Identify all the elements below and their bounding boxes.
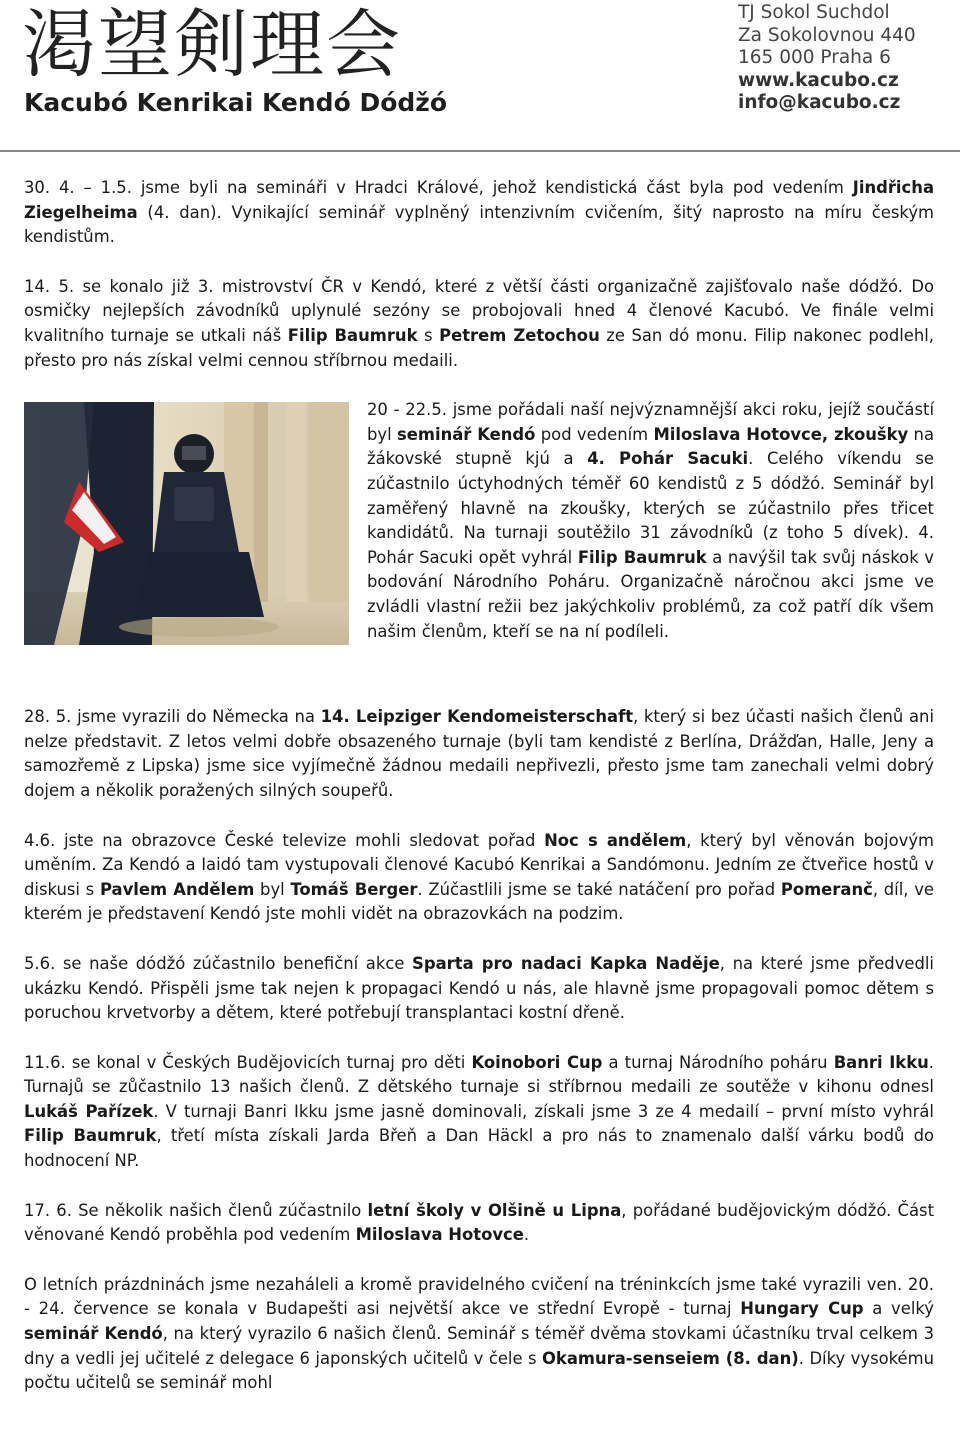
club-name: Kacubó Kenrikai Kendó Dódžó xyxy=(24,88,447,117)
address-line-1: TJ Sokol Suchdol xyxy=(738,2,890,23)
club-address xyxy=(738,2,938,115)
paragraph-tv-show: 4.6. jste na obrazovce České televize mohli sledovat pořad Noc s andělem, který byl věnován bojovým uměním. Za Kendó a Iaidó tam vystupovali členové Kacubó Kenrikai a Sandómonu. Jedním ze čtveřice hostů v diskusi s Pavlem Andělem byl Tomáš Berger. Zúčastlili jsme se také natáčení pro pořad Pomeranč, díl, ve kterém je představení Kendó jste mohli vidět na obrazovkách na podzim. xyxy=(24,830,934,924)
paragraph-sacuki-cup: 20 - 22.5. jsme pořádali naší nejvýznamnější akci roku, jejíž součástí byl seminář Kendó pod vedením Miloslava Hotovce, zkoušky na žákovské stupně kjú a 4. Pohár Sacuki. Celého víkendu se zúčastnilo úctyhodných téměř 60 kendistů z 5 dódžó. Seminář byl zaměřený hlavně na zkoušky, kterých se zúčastnilo přes třicet kandidátů. Na turnaji soutěžilo 31 závodníků (z toho 5 dívek). 4. Pohár Sacuki opět vyhrál Filip Baumruk a navýšil tak svůj náskok v bodování Národního Poháru. Organizačně náročnou akci jsme ve zvládli vlastní režii bez jakýchkoliv problémů, za což patří dík všem našim členům, kteří se na ní podíleli. xyxy=(367,400,934,641)
website-link[interactable]: www.kacubo.cz xyxy=(738,69,899,91)
paragraph-charity: 5.6. se naše dódžó zúčastnilo benefiční akce Sparta pro nadaci Kapka Naděje, na které jsme předvedli ukázku Kendó. Přispěli jsme tak nejen k propagaci Kendó u nás, ale hlavně jsme propagovali pomoc dětem s poruchou krvetvorby a dětem, které potřebují transplantaci kostní dřeně. xyxy=(24,953,934,1023)
email-link[interactable]: info@kacubo.cz xyxy=(738,92,901,113)
letterhead xyxy=(0,0,960,150)
paragraph-seminar-hradec: 30. 4. – 1.5. jsme byli na semináři v Hradci Králové, jehož kendistická část byla pod vedením Jindřicha Ziegelheima (4. dan). Vynikající seminář vyplněný intenzivním cvičením, šitý naprosto na míru českým kendistům. xyxy=(24,178,934,247)
paragraph-summer-school: 17. 6. Se několik našich členů zúčastnilo letní školy v Olšině u Lipna, pořádané budějovickým dódžó. Část věnované Kendó proběhla pod vedením Miloslava Hotovce. xyxy=(24,1200,935,1245)
club-kanji-logo: 渇望剣理会 xyxy=(22,2,402,88)
address-line-2: Za Sokolovnou 440 xyxy=(738,24,916,46)
paragraph-leipzig: 28. 5. jsme vyrazili do Německa na 14. Leipziger Kendomeisterschaft, který si bez účasti našich členů ani nelze představit. Z letos velmi dobře obsazeného turnaje (byli tam kendisté z Berlína, Drážďan, Halle, Jeny a samozřemě z Lipska) jsme sice vyjímečně žádnou medaili nepřivezli, přesto jsme tam zanechali velmi dobrý dojem a několik poražených silných soupeřů. xyxy=(24,707,934,800)
paragraph-budejovice: 11.6. se konal v Českých Budějovicích turnaj pro děti Koinobori Cup a turnaj Národního poháru Banri Ikku. Turnajů se zůčastnilo 13 našich členů. Z dětského turnaje si stříbrnou medaili ze soutěže v kihonu odnesl Lukáš Pařízek. V turnaji Banri Ikku jsme jasně dominovali, získali jsme 3 ze 4 medailí – první místo vyhrál Filip Baumruk, třetí místa získali Jarda Břeň a Dan Häckl a pro nás to znamenalo další várku bodů do hodnocení NP. xyxy=(24,1052,935,1171)
address-line-3: 165 000 Praha 6 xyxy=(738,47,891,68)
header-divider xyxy=(0,150,960,152)
photo-section xyxy=(24,398,934,688)
document-body xyxy=(24,176,934,1421)
kendo-photo xyxy=(24,402,349,645)
paragraph-hungary-cup: O letních prázdninách jsme nezaháleli a kromě pravidelného cvičení na tréninkcích jsme také vyrazili ven. 20. - 24. července se konala v Budapešti asi největší akce ve střední Evropě - turnaj Hungary Cup a velký seminář Kendó, na který vyrazilo 6 našich členů. Seminář s téměř dvěma stovkami účastníku trval celkem 3 dny a vedli jej učitelé z delegace 6 japonských učitelů v čele s Okamura-senseiem (8. dan). Díky vysokému počtu učitelů se seminář mohl xyxy=(24,1274,934,1393)
kendo-photo-illustration xyxy=(24,402,349,645)
paragraph-championship: 14. 5. se konalo již 3. mistrovství ČR v Kendó, které z větší části organizačně zajišťovalo naše dódžó. Do osmičky nejlepších závodníků uplynulé sezóny se probojovali hned 4 členové Kacubó. Ve finále velmi kvalitního turnaje se utkali náš Filip Baumruk s Petrem Zetochou ze San dó monu. Filip nakonec podlehl, přesto pro nás získal velmi cennou stříbrnou medaili. xyxy=(24,276,935,370)
